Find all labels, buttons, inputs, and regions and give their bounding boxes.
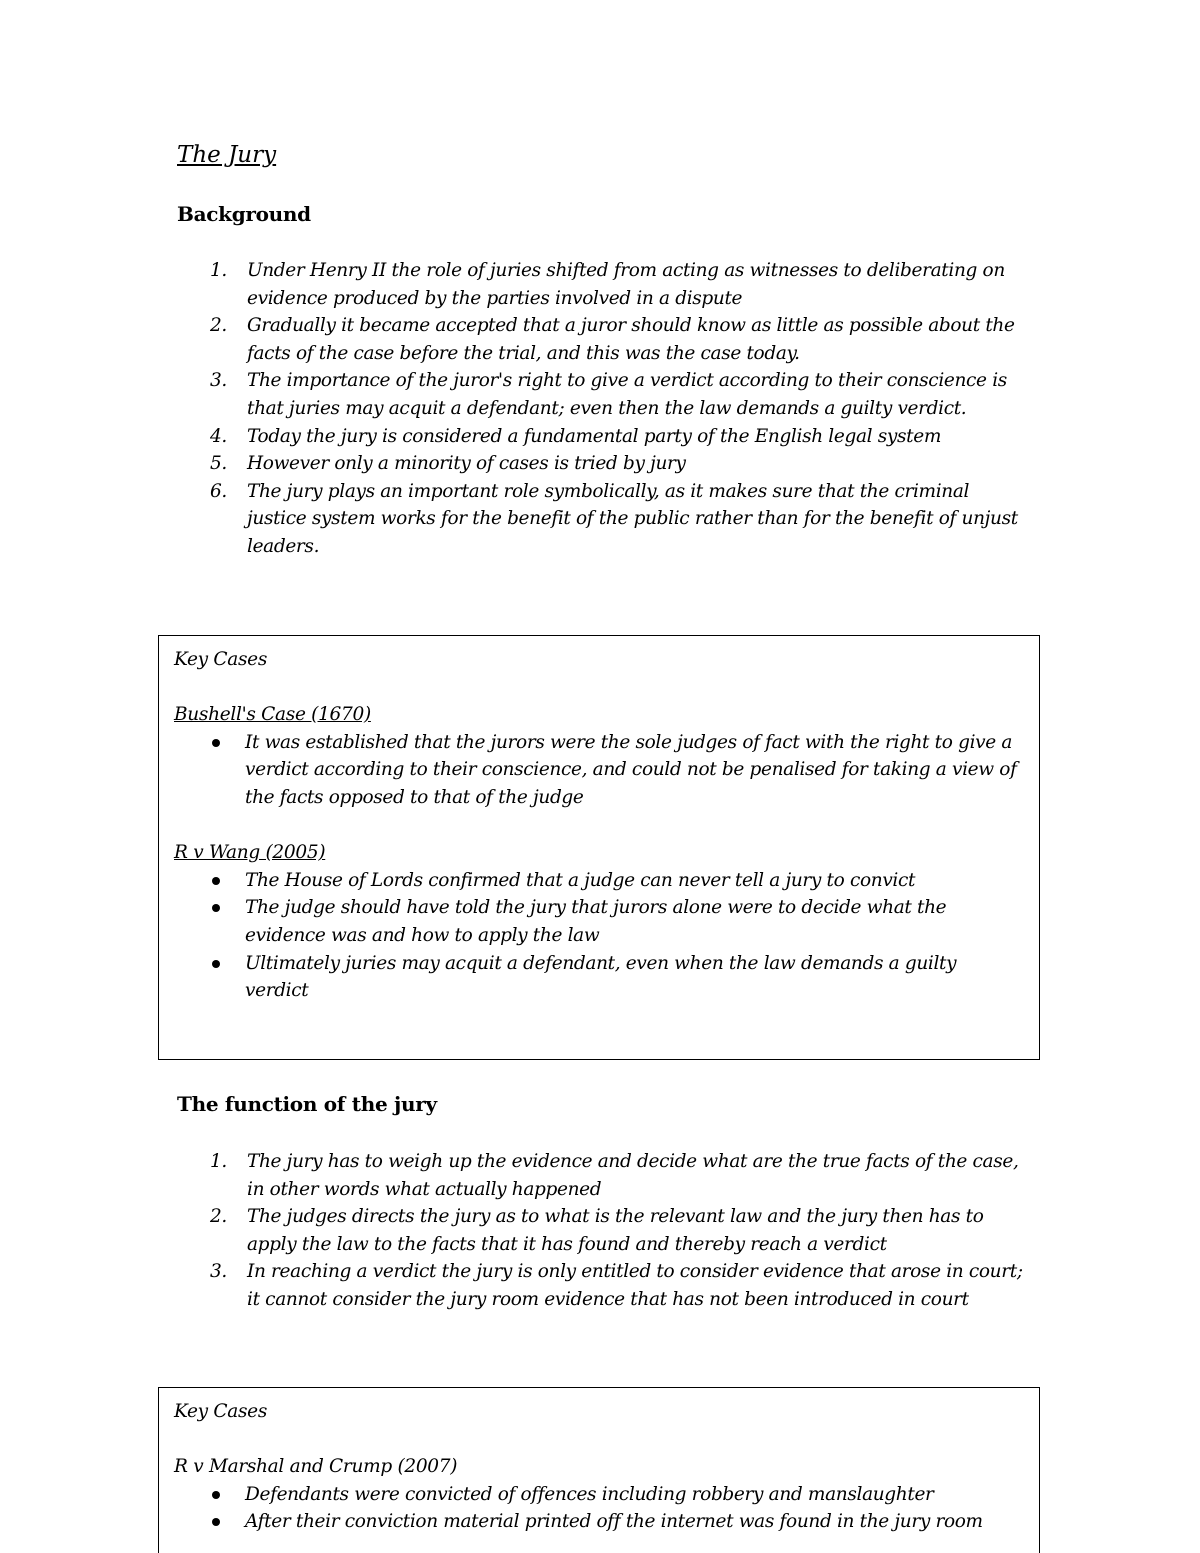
bullet-item <box>174 867 1024 895</box>
list-item-text: However only a minority of cases is tried by jury <box>247 453 686 475</box>
list-number: 1. <box>210 260 227 281</box>
list-item-text: The jury plays an important role symbolically, as it makes sure that the criminal justice system works for the benefit of the public rather than for the benefit of unjust leaders. <box>247 480 1018 557</box>
list-item <box>210 1203 1030 1258</box>
list-number: 3. <box>210 1261 227 1283</box>
bullet-text: After their conviction material printed off the internet was found in the jury room <box>245 1511 983 1533</box>
list-item <box>210 367 1030 422</box>
list-item <box>210 312 1030 367</box>
list-item-text: In reaching a verdict the jury is only entitled to consider evidence that arose in court; it cannot consider the jury room evidence that has not been introduced in court <box>247 1261 1023 1310</box>
case-name: R v Wang (2005) <box>174 842 326 864</box>
function-heading: The function of the jury <box>177 1092 437 1116</box>
bullet-icon <box>212 904 220 912</box>
bullet-item <box>174 950 1024 1005</box>
bullet-text: The judge should have told the jury that jurors alone were to decide what the evidence was and how to apply the law <box>245 897 947 946</box>
key-cases-box <box>158 635 1040 1060</box>
list-number: 6. <box>210 480 227 502</box>
key-cases-label: Key Cases <box>174 1401 268 1422</box>
case-name: Bushell's Case (1670) <box>174 704 371 726</box>
function-list <box>210 1148 1030 1314</box>
bullet-item <box>174 1481 1024 1509</box>
bullet-text: It was established that the jurors were the sole judges of fact with the right to give a verdict according to their conscience, and could not be penalised for taking a view of the facts opposed to that of the judge <box>245 731 1017 808</box>
list-item-text: Today the jury is considered a fundamental party of the English legal system <box>247 425 942 447</box>
list-number: 1. <box>210 1151 227 1172</box>
list-number: 3. <box>210 370 227 392</box>
case-bullets <box>174 729 1024 812</box>
bullet-icon <box>212 960 220 968</box>
list-item-text: Under Henry II the role of juries shifted from acting as witnesses to deliberating on evidence produced by the parties involved in a dispute <box>247 260 1005 309</box>
list-item <box>210 1148 1030 1203</box>
list-item-text: Gradually it became accepted that a juror should know as little as possible about the facts of the case before the trial, and this was the case today. <box>247 315 1015 364</box>
bullet-text: Ultimately juries may acquit a defendant, even when the law demands a guilty verdict <box>245 952 957 1002</box>
list-item <box>210 423 1030 451</box>
case-bullets <box>174 1481 1024 1536</box>
document-title: The Jury <box>177 142 277 168</box>
background-list <box>210 257 1030 561</box>
list-item <box>210 257 1030 312</box>
bullet-text: Defendants were convicted of offences including robbery and manslaughter <box>245 1483 934 1505</box>
list-item-text: The jury has to weigh up the evidence and decide what are the true facts of the case, in other words what actually happened <box>247 1151 1019 1200</box>
bullet-text: The House of Lords confirmed that a judge can never tell a jury to convict <box>245 869 916 891</box>
list-item-text: The judges directs the jury as to what is the relevant law and the jury then has to apply the law to the facts that it has found and thereby reach a verdict <box>247 1206 984 1255</box>
bullet-icon <box>212 739 220 747</box>
bullet-item <box>174 729 1024 812</box>
list-number: 5. <box>210 453 227 475</box>
background-heading: Background <box>177 202 311 226</box>
bullet-item <box>174 894 1024 949</box>
case-bullets <box>174 867 1024 1005</box>
key-cases-box <box>158 1387 1040 1553</box>
list-number: 4. <box>210 425 227 447</box>
list-number: 2. <box>210 1206 227 1228</box>
case-name: R v Marshal and Crump (2007) <box>174 1456 458 1478</box>
list-item <box>210 1258 1030 1313</box>
bullet-icon <box>212 1491 220 1499</box>
bullet-item <box>174 1508 1024 1536</box>
key-cases-label: Key Cases <box>174 649 268 670</box>
list-item <box>210 450 1030 478</box>
bullet-icon <box>212 877 220 885</box>
list-number: 2. <box>210 315 227 337</box>
list-item <box>210 478 1030 561</box>
list-item-text: The importance of the juror's right to give a verdict according to their conscience is that juries may acquit a defendant; even then the law demands a guilty verdict. <box>247 370 1007 419</box>
bullet-icon <box>212 1518 220 1526</box>
